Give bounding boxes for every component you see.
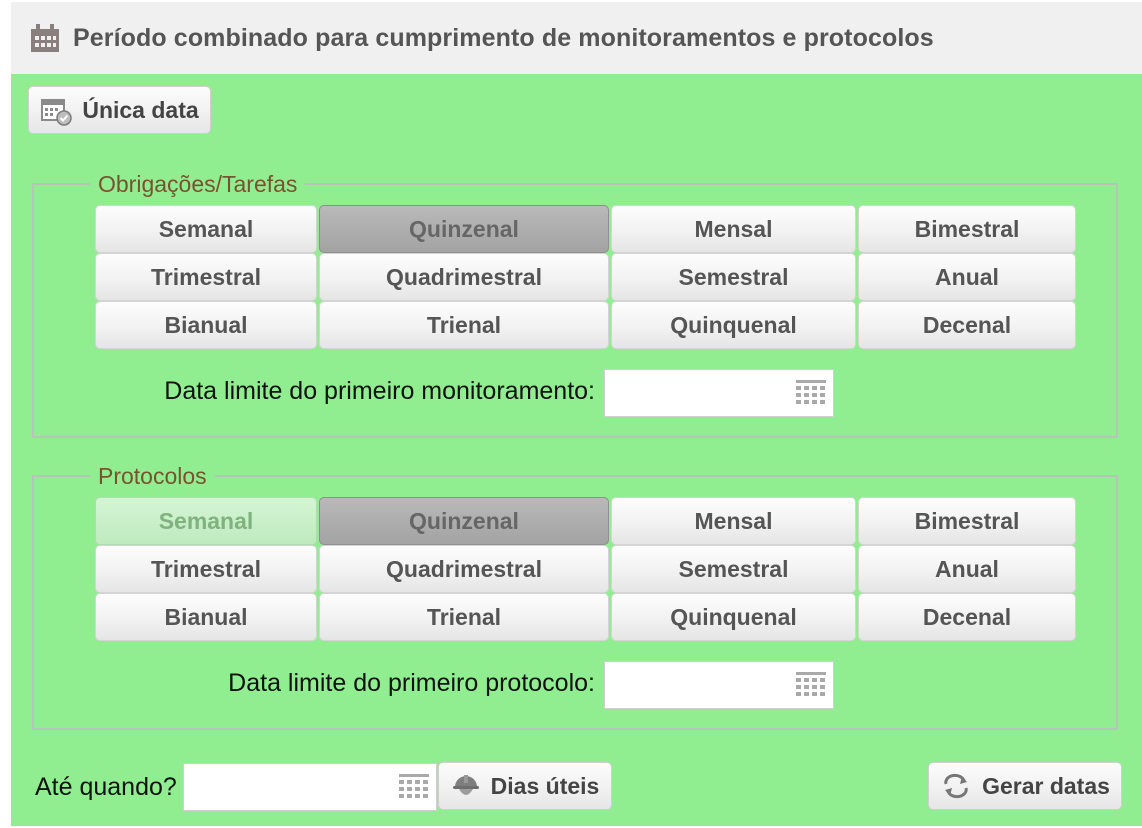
period-option-trimestral[interactable]: Trimestral bbox=[95, 545, 317, 593]
calendar-picker-icon[interactable] bbox=[795, 671, 827, 699]
calendar-picker-icon[interactable] bbox=[795, 379, 827, 407]
period-option-anual[interactable]: Anual bbox=[858, 545, 1076, 593]
protocols-period-options bbox=[95, 497, 1076, 641]
period-option-bimestral[interactable]: Bimestral bbox=[858, 497, 1076, 545]
until-when-label: Até quando? bbox=[35, 773, 177, 801]
business-days-label: Dias úteis bbox=[490, 772, 600, 799]
obligations-period-options bbox=[95, 205, 1076, 349]
first-protocol-deadline-label: Data limite do primeiro protocolo: bbox=[228, 669, 595, 697]
calendar-icon bbox=[29, 22, 61, 54]
first-protocol-deadline-field[interactable] bbox=[604, 661, 834, 709]
first-protocol-deadline-input[interactable] bbox=[611, 662, 791, 708]
first-monitoring-deadline-label: Data limite do primeiro monitoramento: bbox=[164, 377, 595, 405]
period-option-anual[interactable]: Anual bbox=[858, 253, 1076, 301]
first-monitoring-deadline-field[interactable] bbox=[604, 369, 834, 417]
period-panel bbox=[11, 74, 1142, 826]
calendar-check-icon bbox=[40, 94, 72, 126]
dialog-title: Período combinado para cumprimento de monitoramentos e protocolos bbox=[73, 23, 934, 52]
period-option-quadrimestral[interactable]: Quadrimestral bbox=[319, 253, 609, 301]
period-option-decenal[interactable]: Decenal bbox=[858, 301, 1076, 349]
period-option-decenal[interactable]: Decenal bbox=[858, 593, 1076, 641]
generate-dates-button[interactable] bbox=[928, 762, 1122, 810]
period-option-quinzenal[interactable]: Quinzenal bbox=[319, 205, 609, 253]
period-option-quinquenal[interactable]: Quinquenal bbox=[611, 593, 856, 641]
period-option-mensal[interactable]: Mensal bbox=[611, 497, 856, 545]
period-option-semestral[interactable]: Semestral bbox=[611, 253, 856, 301]
first-monitoring-deadline-input[interactable] bbox=[611, 370, 791, 416]
business-days-button[interactable] bbox=[438, 762, 612, 810]
period-option-trienal[interactable]: Trienal bbox=[319, 593, 609, 641]
obligations-legend: Obrigações/Tarefas bbox=[98, 171, 298, 197]
period-option-bianual[interactable]: Bianual bbox=[95, 301, 317, 349]
protocols-legend: Protocolos bbox=[98, 463, 207, 489]
until-when-field[interactable] bbox=[183, 763, 437, 811]
period-option-bianual[interactable]: Bianual bbox=[95, 593, 317, 641]
period-option-semanal: Semanal bbox=[95, 497, 317, 545]
period-option-mensal[interactable]: Mensal bbox=[611, 205, 856, 253]
refresh-icon bbox=[940, 773, 972, 799]
period-option-quinquenal[interactable]: Quinquenal bbox=[611, 301, 856, 349]
period-option-trienal[interactable]: Trienal bbox=[319, 301, 609, 349]
generate-dates-label: Gerar datas bbox=[982, 772, 1110, 799]
worker-helmet-icon bbox=[451, 771, 481, 801]
period-option-trimestral[interactable]: Trimestral bbox=[95, 253, 317, 301]
single-date-button[interactable] bbox=[28, 86, 211, 134]
until-when-input[interactable] bbox=[190, 764, 370, 810]
period-option-bimestral[interactable]: Bimestral bbox=[858, 205, 1076, 253]
dialog-header bbox=[11, 2, 1142, 74]
period-option-quinzenal[interactable]: Quinzenal bbox=[319, 497, 609, 545]
single-date-label: Única data bbox=[82, 96, 199, 123]
period-option-quadrimestral[interactable]: Quadrimestral bbox=[319, 545, 609, 593]
period-option-semestral[interactable]: Semestral bbox=[611, 545, 856, 593]
period-option-semanal[interactable]: Semanal bbox=[95, 205, 317, 253]
calendar-picker-icon[interactable] bbox=[398, 773, 430, 801]
